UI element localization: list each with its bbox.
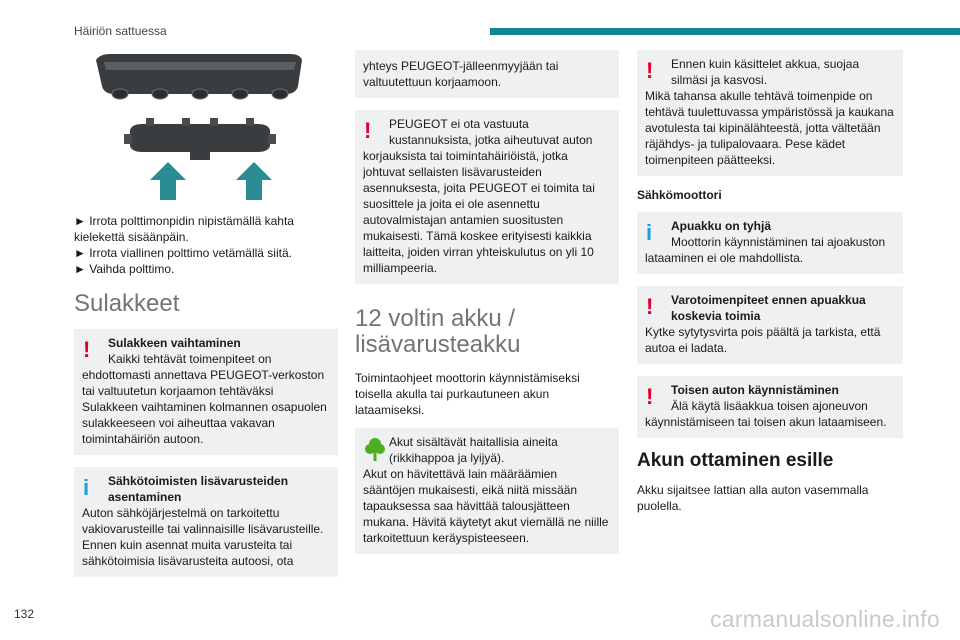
running-header: Häiriön sattuessa — [74, 24, 167, 38]
info-title-line1: Sähkötoimisten lisävarusteiden — [108, 474, 289, 488]
info-first-line: Moottorin käynnistäminen tai ajoakuston — [671, 235, 886, 249]
warning-first-line: PEUGEOT ei ota vastuuta — [389, 117, 529, 131]
warning-icon: ! — [364, 118, 372, 143]
info-body: lataaminen ei ole mahdollista. — [645, 251, 804, 265]
step-2: ► Irrota viallinen polttimo vetämällä siitä. — [74, 246, 292, 260]
info-box-aux-battery-empty — [637, 212, 903, 274]
info-icon: i — [646, 220, 653, 245]
warning-box-fuse-replacement — [74, 329, 338, 455]
env-body: Akut on hävitettävä lain määräämien sääntöjen mukaisesti, eikä niitä missään tapauksessa saa hävittää talousjätteen mukana. Hävitä käytetyt akut viemällä ne niille tarkoitettuun keräyspisteeseen. — [363, 467, 609, 545]
info-box-electrical-accessories — [74, 467, 338, 577]
warning-body: käynnistämiseen tai toisen akun lataamiseen. — [645, 415, 887, 429]
header-accent-bar — [490, 28, 960, 35]
watermark: carmanualsonline.info — [709, 606, 940, 632]
column-1 — [74, 50, 338, 589]
warning-body: Kytke sytytysvirta pois päältä ja tarkista, että autoa ei ladata. — [645, 325, 881, 355]
warning-box-protection — [637, 50, 903, 176]
warning-first-line: Kaikki tehtävät toimenpiteet on — [108, 352, 272, 366]
info-title: Apuakku on tyhjä — [671, 219, 772, 233]
battery-location-text: Akku sijaitsee lattian alla auton vasemmalla puolella. — [637, 483, 869, 513]
warning-title: Sulakkeen vaihtaminen — [108, 336, 241, 350]
warning-icon: ! — [83, 337, 91, 362]
warning-title-line1: Varotoimenpiteet ennen apuakkua — [671, 293, 866, 307]
tree-icon — [364, 436, 386, 462]
warning-body: Mikä tahansa akulle tehtävä toimenpide on tehtävä tuulettuvassa ympäristössä ja kaukana avotulesta tai kipinälähteestä, jotta vältetään räjähdys- ja tulipalovaara. Pese kädet toimenpiteen päätteeksi. — [645, 89, 894, 167]
battery-intro: Toimintaohjeet moottorin käynnistämiseksi toisella akulla tai purkautuneen akun lataamiseksi. — [355, 371, 580, 417]
section-heading-battery-access: Akun ottaminen esille — [637, 450, 834, 471]
step-3: ► Vaihda polttimo. — [74, 262, 175, 276]
warning-title-line2: koskevia toimia — [671, 309, 761, 323]
warning-second-line: silmäsi ja kasvosi. — [671, 73, 768, 87]
warning-box-jump-start — [637, 376, 903, 438]
info-continued-text: yhteys PEUGEOT-jälleenmyyjään tai valtuutettuun korjaamoon. — [363, 59, 559, 89]
warning-body: korjauksista tai toimintahäiriöistä, jotka johtuvat sellaisten lisävarusteiden asennuksesta, joita PEUGEOT ei toimita tai suosittele ja joita ei ole asennettu autovalmistajan antamien suositusten mukaisesti. Tämä koskee erityisesti kaikkia laitteita, joiden virran yhteiskulutus on yli 10 milliampeeria. — [363, 149, 595, 275]
warning-title: Toisen auton käynnistäminen — [671, 383, 839, 397]
warning-box-liability — [355, 110, 619, 284]
warning-box-precautions — [637, 286, 903, 364]
warning-second-line: kustannuksista, jotka aiheutuvat auton — [389, 133, 593, 147]
env-second-line: (rikkihappoa ja lyijyä). — [389, 451, 505, 465]
subheading-electric-motor: Sähkömoottori — [637, 188, 722, 202]
section-heading-battery: 12 voltin akku / lisävarusteakku — [355, 305, 521, 358]
warning-icon: ! — [646, 58, 654, 83]
warning-icon: ! — [646, 384, 654, 409]
column-3 — [637, 50, 903, 514]
step-1: ► Irrota polttimonpidin nipistämällä kahta kielekettä sisäänpäin. — [74, 214, 294, 244]
warning-body: ehdottomasti annettava PEUGEOT-verkoston tai valtuutetun korjaamon tehtäväksi Sulakkeen vaihtaminen kolmannen osapuolen sulakkeeseen voi aiheuttaa vakavan toimintahäiriön autoon. — [82, 368, 327, 446]
bulb-holder-illustration — [90, 50, 310, 205]
info-title-line2: asentaminen — [108, 490, 182, 504]
page-number: 132 — [14, 607, 35, 621]
warning-icon: ! — [646, 294, 654, 319]
info-body: Auton sähköjärjestelmä on tarkoitettu vakiovarusteille tai valinnaisille lisävarusteille. Ennen kuin asennat muita varusteita tai sähkötoimisia lisävarusteita autoosi, ota — [82, 506, 324, 568]
environment-box — [355, 428, 619, 554]
env-first-line: Akut sisältävät haitallisia aineita — [389, 435, 558, 449]
column-2 — [355, 50, 619, 566]
info-icon: i — [83, 475, 90, 500]
warning-first-line: Älä käytä lisäakkua toisen ajoneuvon — [671, 399, 868, 413]
warning-first-line: Ennen kuin käsittelet akkua, suojaa — [671, 57, 860, 71]
info-box-continued — [355, 50, 619, 98]
section-heading-fuses: Sulakkeet — [74, 290, 180, 317]
